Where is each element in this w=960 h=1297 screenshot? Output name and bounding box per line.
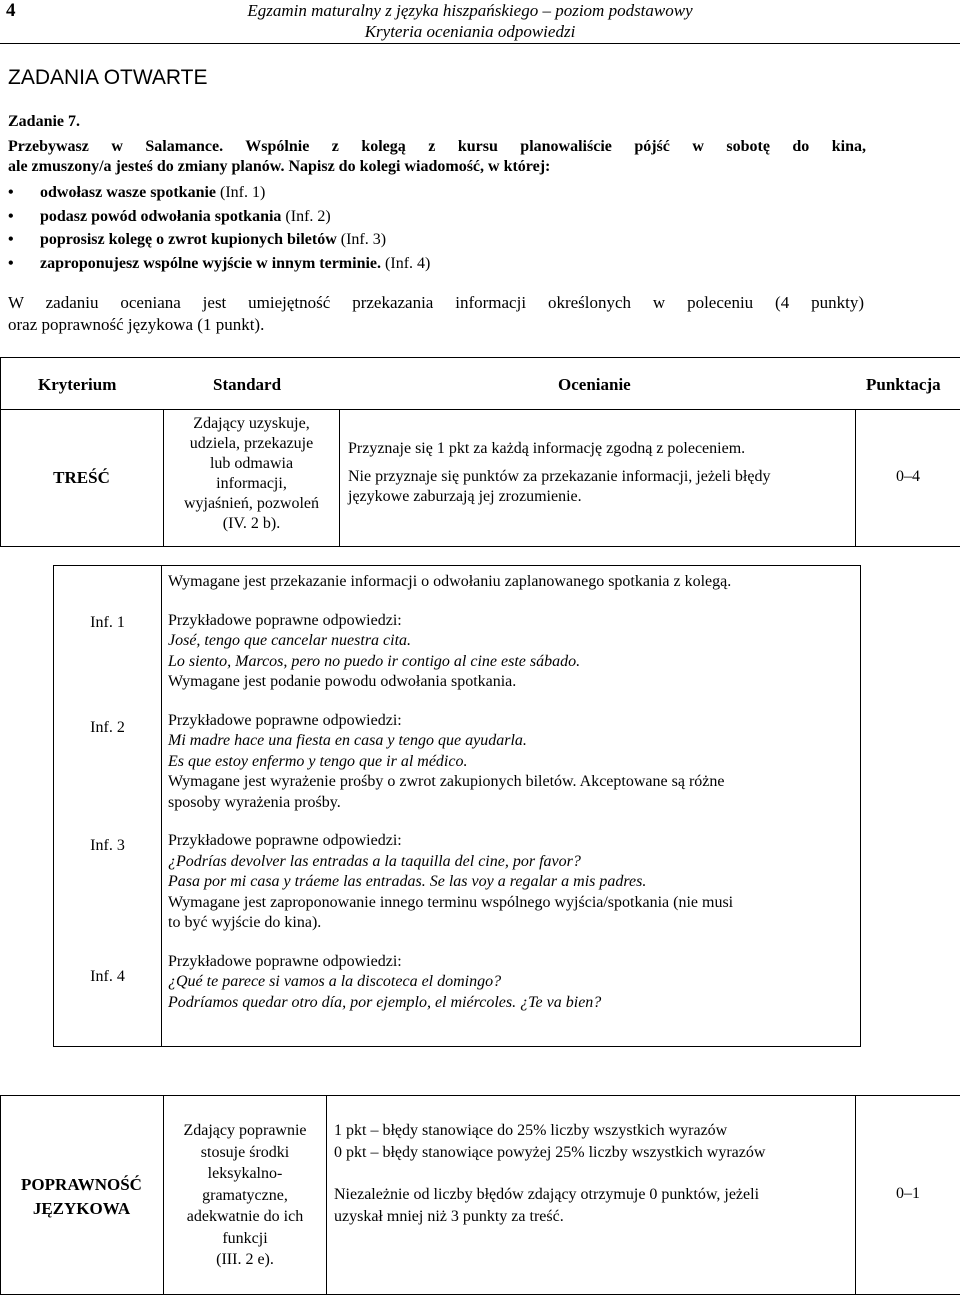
example-answer: Pasa por mi casa y tráeme las entradas. Se las voy a regalar a mis padres.: [168, 873, 647, 890]
example-answer: Es que estoy enfermo y tengo que ir al médico.: [168, 752, 468, 770]
inf-label: Inf. 2: [90, 719, 125, 736]
inf4-required-line2: to być wyjście do kina).: [168, 914, 322, 931]
standard-tresc: Zdający uzyskuje, udziela, przekazuje lub odmawia informacji, wyjaśnień, pozwoleń (IV. 2 b).: [183, 415, 320, 532]
task-requirements-list: [8, 181, 430, 275]
list-item: • odwołasz wasze spotkanie (Inf. 1): [8, 181, 430, 205]
running-header-line1: Egzamin maturalny z języka hiszpańskiego – poziom podstawowy: [247, 1, 693, 20]
table-divider: [339, 409, 340, 546]
list-item: • poprosisz kolegę o zwrot kupionych biletów (Inf. 3): [8, 228, 430, 252]
table-divider: [326, 1095, 327, 1294]
example-answer: ¿Podrías devolver las entradas a la taquilla del cine, por favor?: [168, 852, 581, 870]
header-rule: [0, 43, 960, 44]
inf3-required-line1: Wymagane jest wyrażenie prośby o zwrot zakupionych biletów. Akceptowane są różne: [168, 773, 725, 790]
points-poprawnosc: 0–1: [896, 1185, 920, 1202]
page-number: 4: [6, 0, 16, 21]
task-number: Zadanie 7.: [8, 113, 81, 130]
points-tresc: 0–4: [896, 468, 920, 485]
header-kryterium: Kryterium: [38, 375, 117, 394]
inf3-required-line2: sposoby wyrażenia prośby.: [168, 793, 341, 811]
table-divider: [0, 409, 960, 410]
information-details: [168, 572, 858, 1013]
header-ocenianie: Ocenianie: [558, 375, 631, 394]
example-answer: Lo siento, Marcos, pero no puedo ir contigo al cine este sábado.: [168, 652, 581, 670]
running-header-line2: Kryteria oceniania odpowiedzi: [364, 22, 576, 41]
inf2-examples-label: Przykładowe poprawne odpowiedzi:: [168, 711, 402, 729]
header-punktacja: Punktacja: [866, 375, 941, 394]
assessment-note: [8, 292, 864, 336]
inf4-required-line1: Wymagane jest zaproponowanie innego terminu wspólnego wyjścia/spotkania (nie musi: [168, 893, 734, 911]
running-header: [190, 0, 750, 42]
example-answer: José, tengo que cancelar nuestra cita.: [168, 632, 412, 649]
inf2-required: Wymagane jest podanie powodu odwołania spotkania.: [168, 673, 517, 690]
list-item: • podasz powód odwołania spotkania (Inf. 2): [8, 205, 430, 229]
assessment-tresc: Przyznaje się 1 pkt za każdą informację zgodną z poleceniem. Nie przyznaje się punktów za przekazanie informacji, jeżeli błędy językowe zaburzają jej zrozumienie.: [348, 440, 771, 505]
standard-poprawnosc: Zdający poprawnie stosuje środki leksykalno- gramatyczne, adekwatnie do ich funkcji (III. 2 e).: [183, 1122, 307, 1268]
inf1-required: Wymagane jest przekazanie informacji o odwołaniu zaplanowanego spotkania z kolegą.: [168, 573, 732, 590]
assessment-note-line2: oraz poprawność językowa (1 punkt).: [8, 315, 265, 334]
inf4-examples-label: Przykładowe poprawne odpowiedzi:: [168, 952, 402, 970]
example-answer: Mi madre hace una fiesta en casa y tengo que ayudarla.: [168, 732, 527, 749]
inf1-examples-label: Przykładowe poprawne odpowiedzi:: [168, 611, 402, 629]
assessment-poprawnosc: 1 pkt – błędy stanowiące do 25% liczby wszystkich wyrazów 0 pkt – błędy stanowiące powyżej 25% liczby wszystkich wyrazów Niezależnie od liczby błędów zdający otrzymuje 0 punktów, jeżeli uzyskał mniej niż 3 punkty za treść.: [334, 1122, 766, 1225]
table-divider: [161, 565, 162, 1046]
section-title: ZADANIA OTWARTE: [8, 66, 208, 89]
header-standard: Standard: [213, 375, 282, 394]
inf-label: Inf. 3: [90, 837, 125, 854]
assessment-note-line1: W zadaniu oceniana jest umiejętność przekazania informacji określonych w poleceniu (4 punkty): [8, 293, 864, 312]
inf-label: Inf. 4: [90, 968, 125, 985]
task-intro-line2: ale zmuszony/a jesteś do zmiany planów. Napisz do kolegi wiadomość, w której:: [8, 158, 551, 175]
inf3-examples-label: Przykładowe poprawne odpowiedzi:: [168, 832, 402, 849]
inf-label: Inf. 1: [90, 614, 125, 631]
example-answer: ¿Qué te parece si vamos a la discoteca el domingo?: [168, 973, 502, 990]
criterion-tresc: TREŚĆ: [53, 468, 110, 487]
example-answer: Podríamos quedar otro día, por ejemplo, el miércoles. ¿Te va bien?: [168, 993, 602, 1011]
task-intro-line1: Przebywasz w Salamance. Wspólnie z kolegą z kursu planowaliście pójść w sobotę do kina,: [8, 138, 866, 155]
list-item: • zaproponujesz wspólne wyjście w innym terminie. (Inf. 4): [8, 252, 430, 276]
criterion-poprawnosc: POPRAWNOŚĆ JĘZYKOWA: [21, 1175, 142, 1218]
